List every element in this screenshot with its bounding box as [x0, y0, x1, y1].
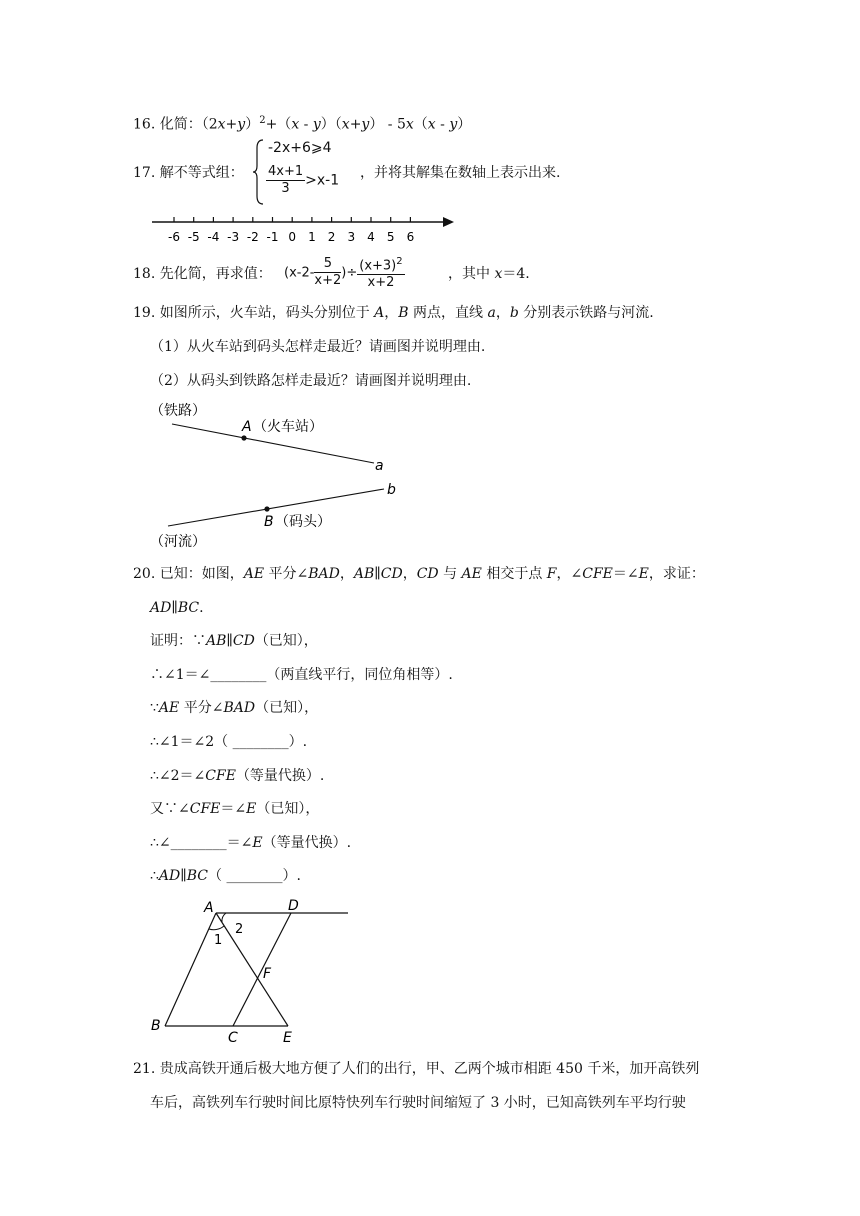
- segment-label: AB: [206, 633, 227, 649]
- question-20-line-2: [150, 598, 204, 618]
- point-e-label: E: [283, 1030, 292, 1045]
- expr-part: ）（: [320, 116, 342, 133]
- point-b-label: B: [151, 1018, 161, 1034]
- line-label: a: [487, 305, 496, 321]
- number-line-ticks: [168, 217, 414, 244]
- point-f-label: F: [263, 966, 272, 982]
- number-line-tick-label: 2: [327, 230, 336, 244]
- segment-label: CD: [380, 566, 403, 582]
- question-text: 与: [438, 566, 462, 582]
- proof-text: 证明：∵: [150, 633, 206, 649]
- var-x: x: [427, 116, 436, 133]
- angle-label: CFE: [189, 801, 221, 817]
- question-text: .: [199, 600, 204, 616]
- proof-text: ∴: [150, 868, 159, 884]
- angle-2-label: 2: [235, 922, 244, 937]
- var-x: x: [494, 266, 503, 282]
- segment-label: AD: [150, 600, 172, 616]
- proof-text: ∵: [150, 700, 159, 716]
- question-18-tail: [448, 264, 530, 284]
- parallel-symbol: ∥: [374, 566, 381, 582]
- line-b-label: b: [387, 482, 396, 498]
- proof-text: （等量代换）.: [262, 835, 352, 851]
- question-17-suffix: ，并将其解集在数轴上表示出来.: [360, 165, 561, 181]
- dock-label: （码头）: [275, 514, 331, 530]
- expr-part: ＝4.: [502, 266, 530, 282]
- expr-part: （2: [201, 116, 218, 133]
- question-number: 20.: [133, 566, 156, 582]
- question-text: ，: [495, 305, 510, 321]
- exponent: 2: [396, 256, 403, 267]
- angle-label: E: [246, 801, 257, 817]
- angle-label: BAD: [308, 566, 340, 582]
- fraction-denominator: x+2: [314, 273, 342, 289]
- fraction-denominator: x+2: [367, 275, 395, 291]
- angle-label: E: [252, 835, 263, 851]
- number-line-tick-label: 5: [386, 230, 395, 244]
- point-a-label: A: [204, 900, 214, 916]
- line-label: b: [509, 305, 519, 321]
- question-text: ，: [384, 305, 399, 321]
- point-label: B: [398, 305, 409, 321]
- segment-label: AB: [353, 566, 375, 582]
- question-number: 17.: [133, 165, 156, 181]
- number-line-tick-label: -5: [187, 230, 200, 244]
- number-line-tick-label: -2: [246, 230, 259, 244]
- var-y: y: [449, 116, 458, 133]
- proof-text: （已知），: [256, 801, 320, 817]
- expr-part: ） - 5: [369, 116, 406, 133]
- var-x: x: [217, 116, 226, 133]
- question-text: 如图所示，火车站，码头分别位于: [159, 305, 375, 321]
- exponent: 2: [259, 115, 266, 126]
- station-label: （火车站）: [253, 419, 323, 435]
- angle-1-arc: [209, 926, 224, 930]
- proof-step-3: [150, 698, 318, 718]
- segment-label: CD: [232, 633, 255, 649]
- inequality-1: -2x+6⩾4: [268, 140, 332, 156]
- parallel-symbol: ∥: [226, 633, 233, 649]
- number-line-tick-label: -6: [168, 230, 180, 244]
- line-a-label: a: [375, 458, 384, 474]
- question-20-line-1: [133, 564, 705, 584]
- expr-part: -: [435, 116, 450, 133]
- var-x: x: [291, 116, 300, 133]
- angle-label: CFE: [205, 768, 236, 784]
- point-a-label: A: [242, 419, 252, 435]
- question-number: 19.: [133, 305, 156, 321]
- inequality-system: [252, 138, 362, 206]
- proof-step-2: ∴∠1＝∠________（两直线平行，同位角相等）.: [150, 667, 453, 683]
- var-x: x: [341, 116, 350, 133]
- proof-step-7: [150, 833, 351, 853]
- proof-text: ∴∠2＝∠: [150, 768, 206, 784]
- question-21-line-1: [133, 1059, 699, 1079]
- figure-parallel-lines: [148, 895, 358, 1045]
- proof-step-5: [150, 766, 324, 786]
- proof-step-6: [150, 799, 319, 819]
- river-label: （河流）: [150, 534, 206, 550]
- question-label: 化简：: [159, 116, 202, 133]
- question-18-expression: [284, 254, 405, 291]
- inequality-2: [266, 164, 339, 197]
- question-label: 先化简，再求值：: [159, 266, 272, 282]
- point-d-label: D: [288, 898, 299, 914]
- proof-step-8: [150, 866, 301, 886]
- number-line-tick-label: -4: [207, 230, 220, 244]
- point-b-label: B: [264, 514, 274, 530]
- proof-text: （已知），: [254, 633, 318, 649]
- expr-part: ）: [457, 116, 472, 133]
- proof-text: （等量代换）.: [235, 768, 325, 784]
- question-19-part-2: （2）从码头到铁路怎样走最近？请画图并说明理由.: [150, 373, 472, 389]
- expr-part: ，其中: [448, 266, 495, 282]
- expr-part: +: [349, 116, 362, 133]
- question-text: ＝∠: [612, 566, 639, 582]
- segment-label: AE: [461, 566, 482, 582]
- question-text: 平分∠: [264, 566, 309, 582]
- segment-label: AE: [158, 700, 180, 716]
- parallel-symbol: ∥: [171, 600, 178, 616]
- question-number: 16.: [133, 116, 156, 133]
- question-text: ，求证：: [648, 566, 705, 582]
- proof-text: 又∵∠: [150, 801, 190, 817]
- question-text: ，: [402, 566, 417, 582]
- fraction: [266, 164, 305, 197]
- angle-2-arc: [222, 913, 226, 922]
- number-line-tick-label: 3: [347, 230, 356, 244]
- fraction-denominator: 3: [281, 181, 290, 196]
- number-line-tick-label: 6: [406, 230, 415, 244]
- question-19-part-1: （1）从火车站到码头怎样走最近？请画图并说明理由.: [150, 339, 486, 355]
- angle-label: E: [638, 566, 649, 582]
- point-label: A: [374, 305, 385, 321]
- question-21-line-2: 车后，高铁列车行驶时间比原特快列车行驶时间缩短了 3 小时，已知高铁列车平均行驶: [150, 1095, 686, 1111]
- segment-label: CD: [416, 566, 439, 582]
- number-line-tick-label: -1: [266, 230, 279, 244]
- question-number: 18.: [133, 266, 156, 282]
- proof-text: （ ________）.: [208, 868, 301, 884]
- question-number: 21.: [133, 1061, 156, 1077]
- expr-part: （: [413, 116, 428, 133]
- question-text: 分别表示铁路与河流.: [518, 305, 654, 321]
- expr-part: -: [299, 116, 313, 133]
- segment-label: BC: [177, 600, 200, 616]
- point-label: F: [546, 566, 557, 582]
- question-text: ，∠: [556, 566, 583, 582]
- proof-step-4: ∴∠1＝∠2（ ________）.: [150, 734, 308, 750]
- fraction-numerator: 5: [314, 256, 341, 273]
- parallel-symbol: ∥: [180, 868, 187, 884]
- var-y: y: [312, 116, 321, 133]
- proof-text: ＝∠: [220, 801, 247, 817]
- inequality-rhs: >x-1: [305, 172, 340, 189]
- var-y: y: [237, 116, 246, 133]
- segment-ae: [216, 913, 288, 1026]
- left-brace-icon: [252, 138, 266, 206]
- question-text: 贵成高铁开通后极大地方便了人们的出行，甲、乙两个城市相距 450 千米，加开高铁列: [159, 1061, 700, 1077]
- number-line-tick-label: -3: [227, 230, 240, 244]
- proof-step-1: [150, 631, 318, 651]
- segment-label: AE: [243, 566, 265, 582]
- proof-text: （已知），: [255, 700, 319, 716]
- question-label: 解不等式组：: [159, 165, 244, 181]
- railway-label: （铁路）: [150, 403, 206, 419]
- segment-ab: [165, 913, 216, 1026]
- fraction: [357, 254, 404, 291]
- question-text: ，: [339, 566, 354, 582]
- question-16: [133, 111, 471, 135]
- number-line-tick-label: 4: [367, 230, 375, 244]
- expr-part: +: [225, 116, 238, 133]
- question-18: [133, 264, 272, 284]
- question-17: [133, 163, 244, 183]
- expr-part: ）: [245, 116, 260, 133]
- expr-part: )÷: [341, 265, 358, 281]
- number-line-tick-label: 0: [288, 230, 297, 244]
- var-y: y: [361, 116, 370, 133]
- angle-1-label: 1: [214, 933, 223, 948]
- question-text: 两点，直线: [408, 305, 488, 321]
- point-c-label: C: [228, 1030, 238, 1045]
- number-line: [150, 210, 460, 250]
- figure-railway-river: [150, 398, 420, 558]
- fraction-numerator: (x+3): [359, 258, 397, 274]
- angle-label: CFE: [582, 566, 613, 582]
- proof-text: ∴∠________＝∠: [150, 835, 253, 851]
- question-text: 已知：如图，: [159, 566, 244, 582]
- var-x: x: [405, 116, 414, 133]
- question-text: 相交于点: [481, 566, 547, 582]
- question-19: [133, 303, 654, 323]
- expr-part: +（: [265, 116, 292, 133]
- segment-label: AD: [158, 868, 181, 884]
- expr-part: (x-2-: [284, 265, 315, 281]
- proof-text: 平分∠: [179, 700, 224, 716]
- fraction-numerator: 4x+1: [268, 164, 304, 179]
- fraction: [314, 256, 341, 289]
- angle-label: BAD: [223, 700, 256, 716]
- point-b: [264, 506, 269, 511]
- arrow-right-icon: [443, 217, 454, 227]
- number-line-tick-label: 1: [308, 230, 316, 244]
- point-a: [241, 435, 246, 440]
- segment-label: BC: [186, 868, 208, 884]
